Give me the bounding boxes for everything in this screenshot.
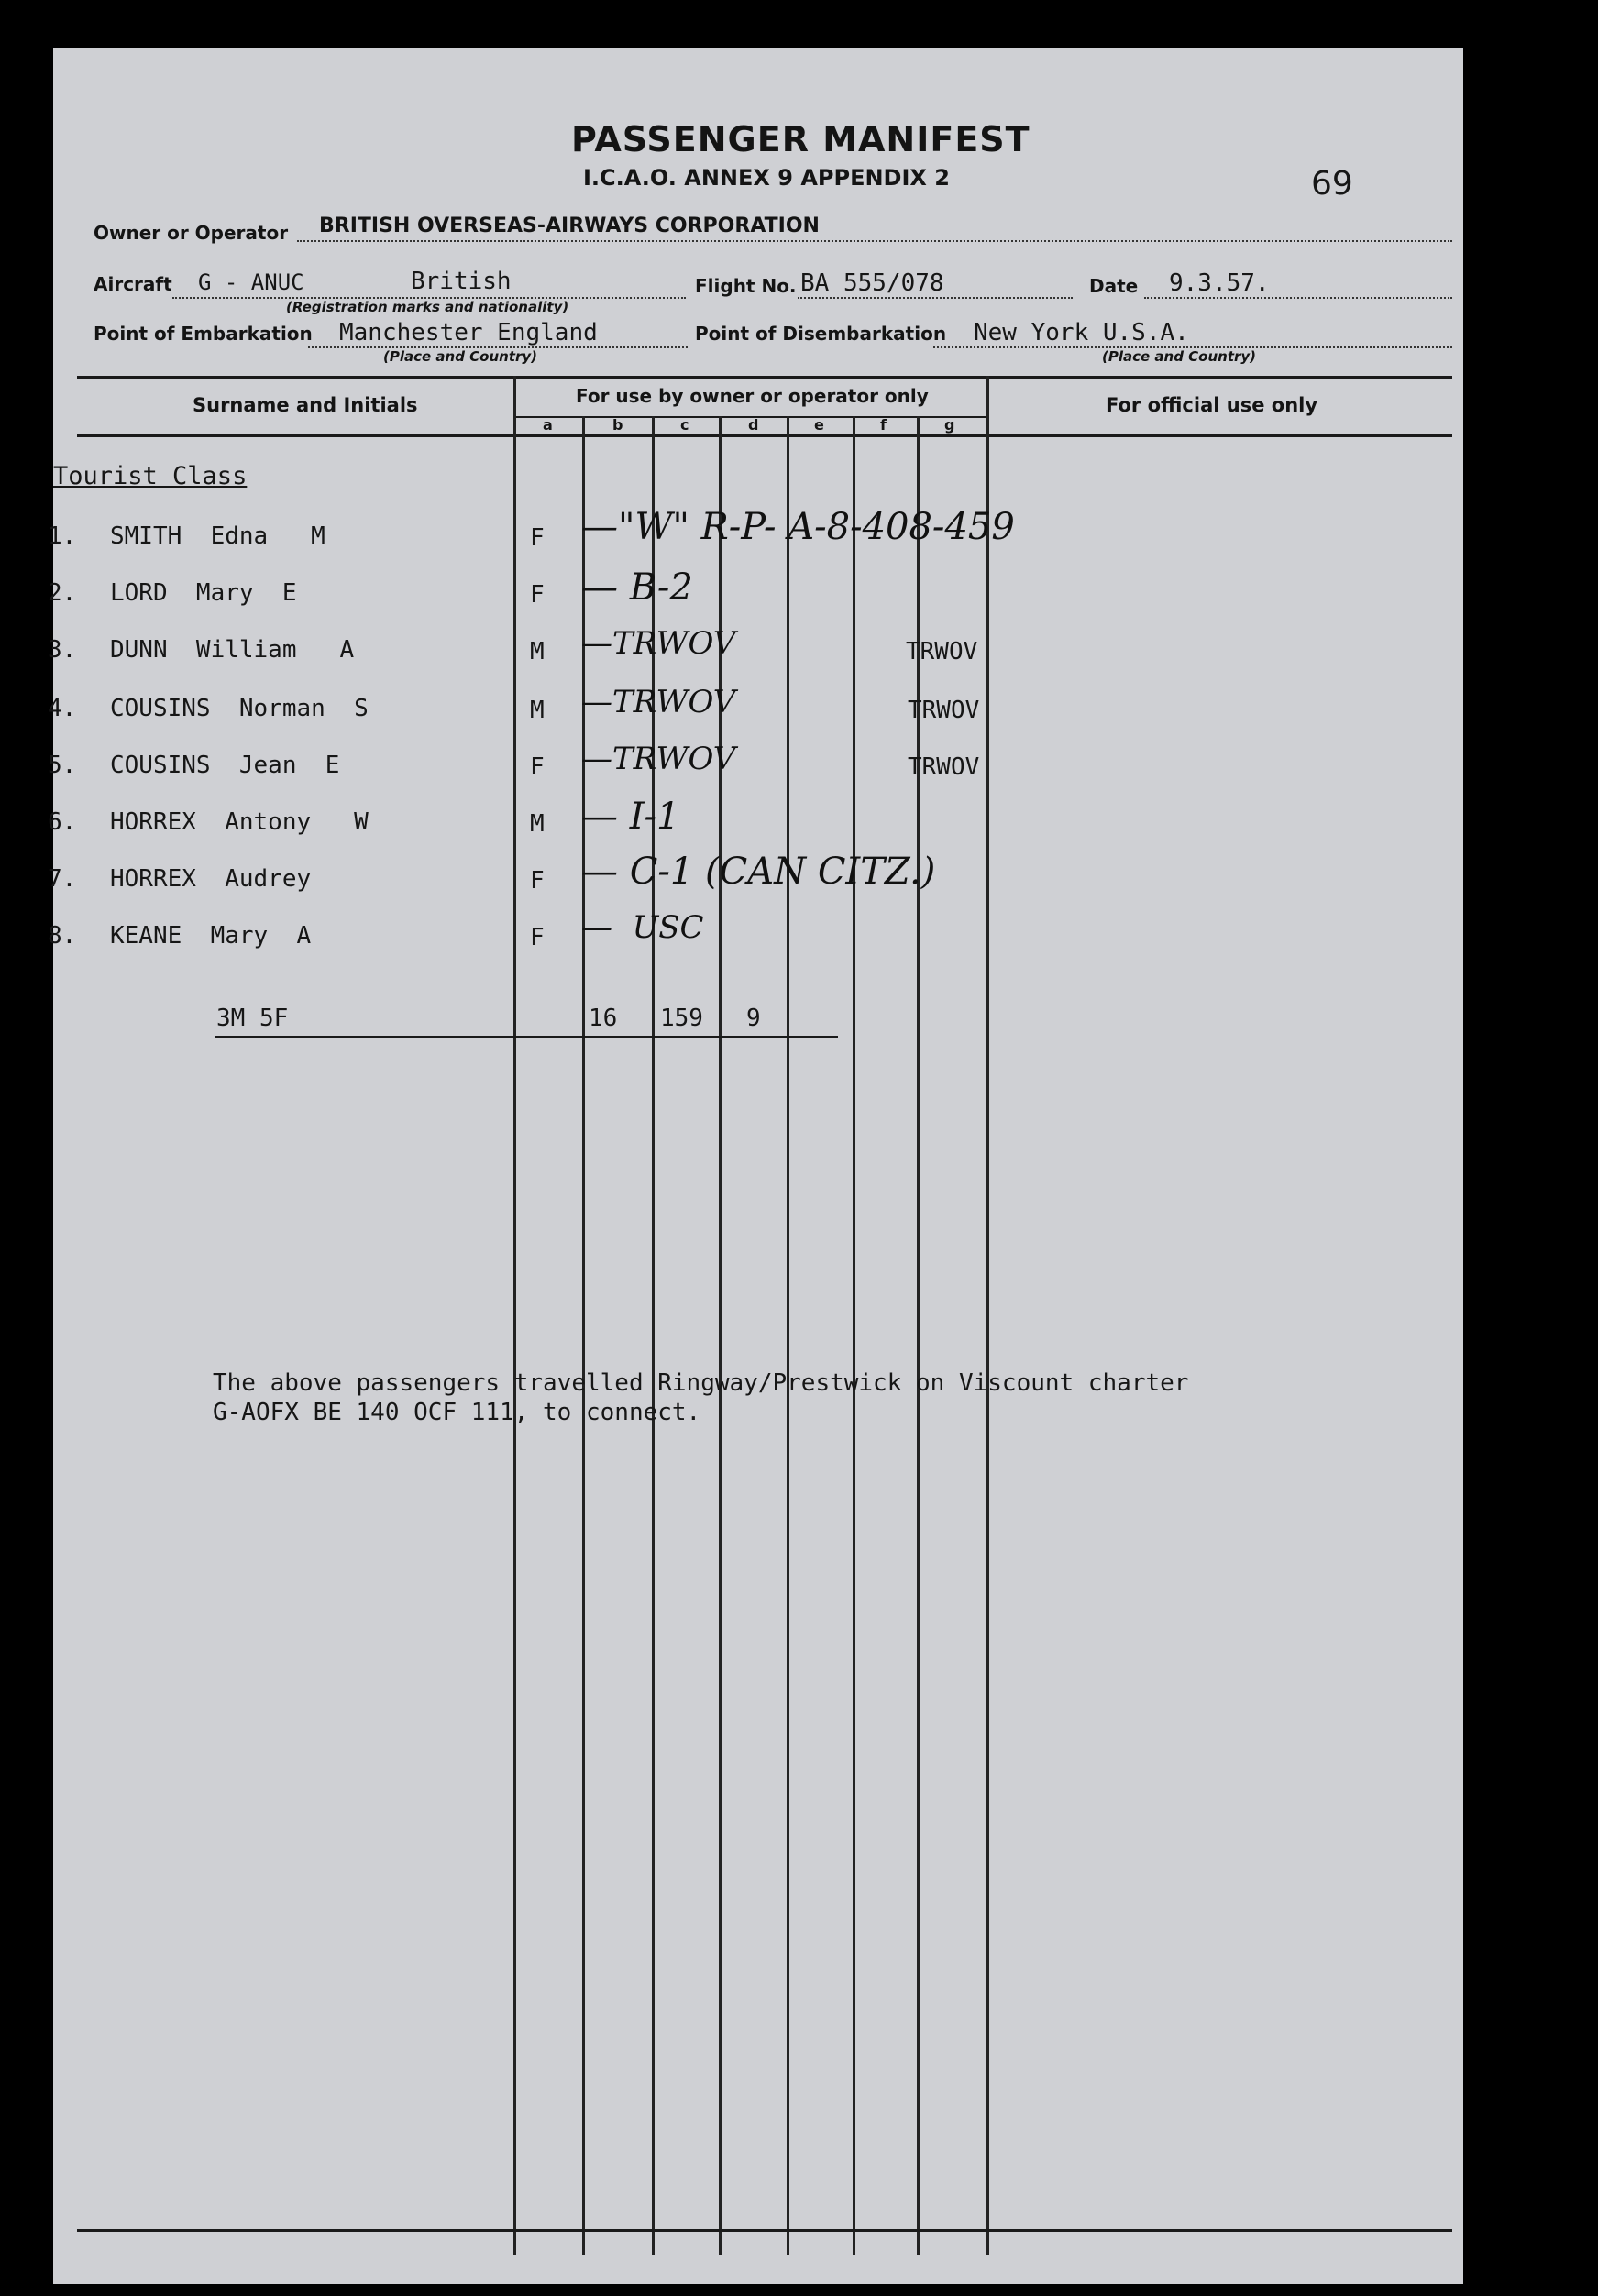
col-divider-e bbox=[787, 416, 789, 2255]
date-value: 9.3.57. bbox=[1169, 269, 1270, 297]
row-4-official: TRWOV bbox=[908, 697, 980, 724]
row-8-num: 8. bbox=[48, 922, 77, 950]
row-6-handwritten: — I-1 bbox=[581, 796, 680, 838]
row-1-num: 1. bbox=[48, 522, 77, 550]
note-line-1: The above passengers travelled Ringway/Prestwick on Viscount charter bbox=[213, 1369, 1189, 1397]
row-5-official: TRWOV bbox=[908, 753, 980, 781]
col-header-surname: Surname and Initials bbox=[193, 394, 418, 416]
row-5-handwritten: —TRWOV bbox=[581, 741, 736, 777]
row-4-sex: M bbox=[530, 697, 545, 724]
subcol-a: a bbox=[543, 416, 553, 434]
row-1-sex: F bbox=[530, 524, 545, 552]
row-3-sex: M bbox=[530, 638, 545, 665]
aircraft-label: Aircraft bbox=[94, 273, 172, 295]
aircraft-note: (Registration marks and nationality) bbox=[286, 299, 569, 315]
aircraft-nationality: British bbox=[411, 268, 512, 295]
row-5-name: COUSINS Jean E bbox=[110, 752, 340, 779]
col-header-operator: For use by owner or operator only bbox=[576, 385, 929, 407]
row-3-num: 3. bbox=[48, 636, 77, 664]
disembark-value: New York U.S.A. bbox=[974, 319, 1189, 346]
embark-dotted-line bbox=[308, 346, 688, 348]
owner-value: BRITISH OVERSEAS-AIRWAYS CORPORATION bbox=[319, 214, 820, 237]
row-2-name: LORD Mary E bbox=[110, 579, 297, 607]
subcol-g: g bbox=[944, 416, 955, 434]
col-divider-surname bbox=[513, 376, 516, 2255]
row-7-sex: F bbox=[530, 867, 545, 895]
embark-label: Point of Embarkation bbox=[94, 323, 313, 345]
owner-label: Owner or Operator bbox=[94, 222, 289, 244]
col-divider-f bbox=[853, 416, 855, 2255]
col-divider-g bbox=[917, 416, 920, 2255]
row-1-name: SMITH Edna M bbox=[110, 522, 325, 550]
row-2-num: 2. bbox=[48, 579, 77, 607]
flight-dotted-line bbox=[798, 297, 1073, 299]
row-6-num: 6. bbox=[48, 808, 77, 836]
totals-label: 3M 5F bbox=[216, 1005, 289, 1032]
row-3-handwritten: —TRWOV bbox=[581, 625, 736, 662]
subcol-e: e bbox=[814, 416, 824, 434]
embark-value: Manchester England bbox=[339, 319, 598, 346]
aircraft-value: G - ANUC bbox=[198, 269, 304, 295]
row-4-handwritten: —TRWOV bbox=[581, 684, 736, 720]
row-5-sex: F bbox=[530, 753, 545, 781]
disembark-note: (Place and Country) bbox=[1102, 348, 1257, 365]
row-7-num: 7. bbox=[48, 865, 77, 893]
subcol-d: d bbox=[748, 416, 759, 434]
row-6-name: HORREX Antony W bbox=[110, 808, 369, 836]
table-header-bottom-rule bbox=[77, 434, 1452, 437]
totals-underline bbox=[215, 1036, 838, 1038]
row-8-handwritten: — USC bbox=[581, 909, 704, 946]
row-7-handwritten: — C-1 (CAN CITZ.) bbox=[581, 851, 936, 893]
row-3-official: TRWOV bbox=[906, 638, 978, 665]
row-7-name: HORREX Audrey bbox=[110, 865, 312, 893]
row-8-sex: F bbox=[530, 924, 545, 951]
col-divider-official bbox=[986, 376, 989, 2255]
subcol-c: c bbox=[680, 416, 689, 434]
row-2-sex: F bbox=[530, 581, 545, 609]
totals-d: 9 bbox=[746, 1005, 761, 1032]
disembark-dotted-line bbox=[933, 346, 1452, 348]
date-dotted-line bbox=[1144, 297, 1452, 299]
row-5-num: 5. bbox=[48, 752, 77, 779]
totals-b: 16 bbox=[589, 1005, 618, 1032]
manifest-page bbox=[48, 48, 1463, 2284]
disembark-label: Point of Disembarkation bbox=[695, 323, 947, 345]
row-2-handwritten: — B-2 bbox=[581, 566, 693, 609]
page-number: 69 bbox=[1311, 165, 1353, 203]
note-line-2: G-AOFX BE 140 OCF 111, to connect. bbox=[213, 1399, 701, 1426]
row-4-name: COUSINS Norman S bbox=[110, 695, 369, 722]
aircraft-dotted-line bbox=[172, 297, 686, 299]
row-3-name: DUNN William A bbox=[110, 636, 355, 664]
flight-value: BA 555/078 bbox=[800, 269, 944, 297]
page-title: PASSENGER MANIFEST bbox=[571, 119, 1030, 159]
row-1-handwritten: —"W" R-P- A-8-408-459 bbox=[581, 506, 1015, 548]
subcol-b: b bbox=[612, 416, 623, 434]
table-bottom-rule bbox=[77, 2229, 1452, 2232]
table-top-rule bbox=[77, 376, 1452, 379]
section-title: Tourist Class bbox=[53, 462, 248, 490]
col-header-official: For official use only bbox=[1106, 394, 1318, 416]
row-8-name: KEANE Mary A bbox=[110, 922, 312, 950]
owner-dotted-line bbox=[297, 240, 1452, 242]
subcol-f: f bbox=[880, 416, 887, 434]
page-subtitle: I.C.A.O. ANNEX 9 APPENDIX 2 bbox=[583, 165, 950, 191]
embark-note: (Place and Country) bbox=[383, 348, 538, 365]
date-label: Date bbox=[1089, 275, 1139, 297]
flight-label: Flight No. bbox=[695, 275, 797, 297]
totals-c: 159 bbox=[660, 1005, 703, 1032]
row-4-num: 4. bbox=[48, 695, 77, 722]
row-6-sex: M bbox=[530, 810, 545, 838]
